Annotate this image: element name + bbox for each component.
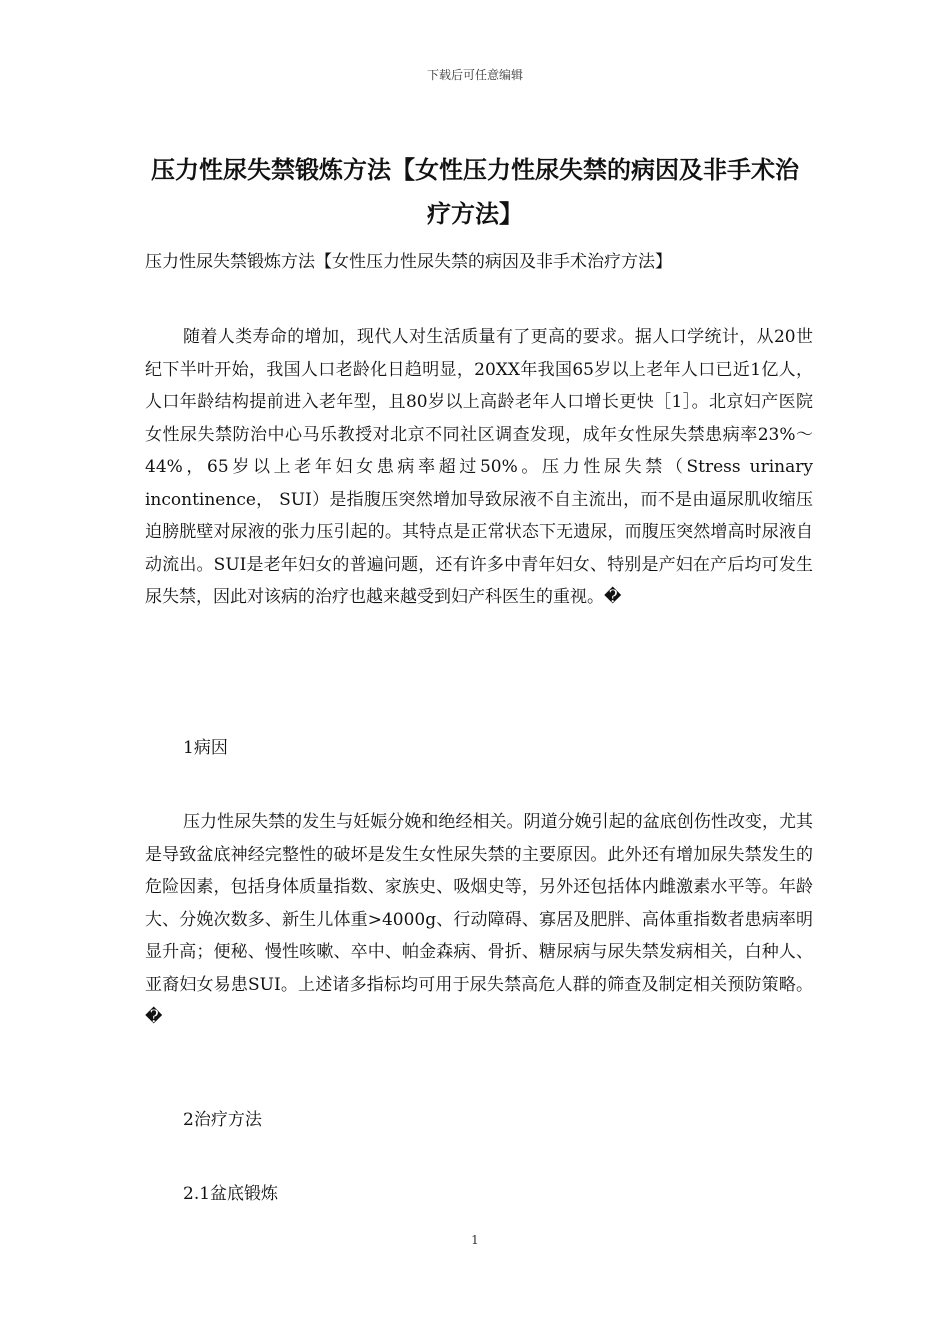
document-title: 压力性尿失禁锻炼方法【女性压力性尿失禁的病因及非手术治疗方法】 xyxy=(151,156,799,228)
section-heading-treatment: 2治疗方法 xyxy=(183,1110,262,1130)
subsection-heading-pelvic-exercise: 2.1盆底锻炼 xyxy=(183,1184,279,1204)
page-number: 1 xyxy=(471,1233,479,1247)
header-note: 下载后可任意编辑 xyxy=(426,68,523,82)
intro-paragraph: 随着人类寿命的增加，现代人对生活质量有了更高的要求。据人口学统计，从20世纪下半叶开始，我国人口老龄化日趋明显，20XX年我国65岁以上老年人口已近1亿人，人口年龄结构提前进入老年型，且80岁以上高龄老年人口增长更快［1］。北京妇产医院女性尿失禁防治中心马乐教授对北京不同社区调查发现，成年女性尿失禁患病率23%～44%，65岁以上老年妇女患病率超过50%。压力性尿失禁（Stress urinary incontinence， SUI）是指腹压突然增加导致尿液不自主流出，而不是由逼尿肌收缩压迫膀胱壁对尿液的张力压引起的。其特点是正常状态下无遗尿，而腹压突然增高时尿液自动流出。SUI是老年妇女的普遍问题，还有许多中青年妇女、特别是产妇在产后均可发生尿失禁，因此对该病的治疗也越来越受到妇产科医生的重视。� xyxy=(145,327,813,607)
document-subtitle: 压力性尿失禁锻炼方法【女性压力性尿失禁的病因及非手术治疗方法】 xyxy=(145,252,672,272)
section-heading-cause: 1病因 xyxy=(183,738,228,758)
cause-paragraph: 压力性尿失禁的发生与妊娠分娩和绝经相关。阴道分娩引起的盆底创伤性改变，尤其是导致盆底神经完整性的破坏是发生女性尿失禁的主要原因。此外还有增加尿失禁发生的危险因素，包括身体质量指数、家族史、吸烟史等，另外还包括体内雌激素水平等。年龄大、分娩次数多、新生儿体重>4000g、行动障碍、寡居及肥胖、高体重指数者患病率明显升高；便秘、慢性咳嗽、卒中、帕金森病、骨折、糖尿病与尿失禁发病相关，白种人、亚裔妇女易患SUI。上述诸多指标均可用于尿失禁高危人群的筛查及制定相关预防策略。� xyxy=(145,812,813,1027)
